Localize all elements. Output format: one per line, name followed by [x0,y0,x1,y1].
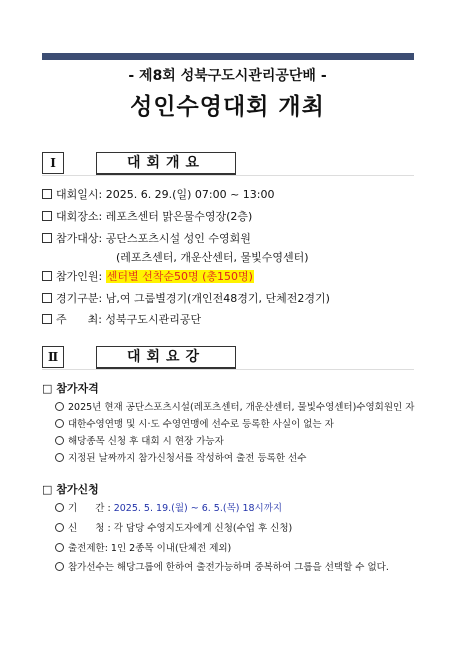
overview-item-host: 주 최: 성북구도시관리공단 [42,311,201,327]
checkbox-icon [42,233,52,243]
document-title: 성인수영대회 개최 [130,94,325,120]
application-item: 출전제한: 1인 2종목 이내(단체전 제외) [55,540,231,554]
eligibility-item: 대한수영연맹 및 시·도 수영연맹에 선수로 등록한 사실이 없는 자 [55,416,334,430]
checkbox-icon [42,314,52,324]
checkbox-icon [42,271,52,281]
overview-item-datetime: 대회일시: 2025. 6. 29.(일) 07:00 ~ 13:00 [42,186,275,202]
bullet-circle-icon [55,503,64,512]
overview-item-participants: 참가인원: 센터별 선착순50명 (총150명) [42,268,254,284]
checkbox-icon [42,189,52,199]
section-header-overview [42,152,302,174]
top-accent-bar [42,53,414,60]
overview-item-target-centers: (레포츠센터, 개운산센터, 물빛수영센터) [116,251,309,264]
bullet-circle-icon [55,402,64,411]
eligibility-item: 해당종목 신청 후 대회 시 현장 가능자 [55,433,224,447]
checkbox-icon [42,211,52,221]
checkbox-icon [42,293,52,303]
bullet-circle-icon [55,562,64,571]
bullet-circle-icon [55,419,64,428]
overview-item-venue: 대회장소: 레포츠센터 맑은물수영장(2층) [42,208,252,224]
application-period: 기 간 : 2025. 5. 19.(월) ~ 6. 5.(목) 18시까지 [55,500,282,514]
section-title: 대회요강 [96,346,236,370]
eligibility-heading: □ 참가자격 [42,382,99,395]
section-header-guidelines [42,346,302,368]
overview-item-target: 참가대상: 공단스포츠시설 성인 수영회원 [42,230,251,246]
document-subtitle: - 제8회 성북구도시관리공단배 - [128,68,327,84]
eligibility-item: 2025년 현재 공단스포츠시설(레포츠센터, 개운산센터, 물빛수영센터)수영회원인 자 [55,399,414,413]
bullet-circle-icon [55,436,64,445]
application-item: 참가선수는 해당그룹에 한하여 출전가능하며 중복하여 그룹을 선택할 수 없다. [55,559,389,573]
bullet-circle-icon [55,523,64,532]
eligibility-item: 지정된 날짜까지 참가신청서를 작성하여 출전 등록한 선수 [55,450,306,464]
bullet-circle-icon [55,453,64,462]
section-number: Ⅰ [42,152,64,174]
overview-item-categories: 경기구분: 남,여 그룹별경기(개인전48경기, 단체전2경기) [42,290,330,306]
section-number: Ⅱ [42,346,64,368]
section-divider [42,369,414,370]
section-title: 대회개요 [96,152,236,176]
section-divider [42,175,414,176]
participants-highlight: 센터별 선착순50명 (총150명) [106,270,253,283]
bullet-circle-icon [55,543,64,552]
application-heading: □ 참가신청 [42,483,99,496]
application-item: 신 청 : 각 담당 수영지도자에게 신청(수업 후 신청) [55,520,292,534]
application-period-value: 2025. 5. 19.(월) ~ 6. 5.(목) 18시까지 [113,503,283,514]
